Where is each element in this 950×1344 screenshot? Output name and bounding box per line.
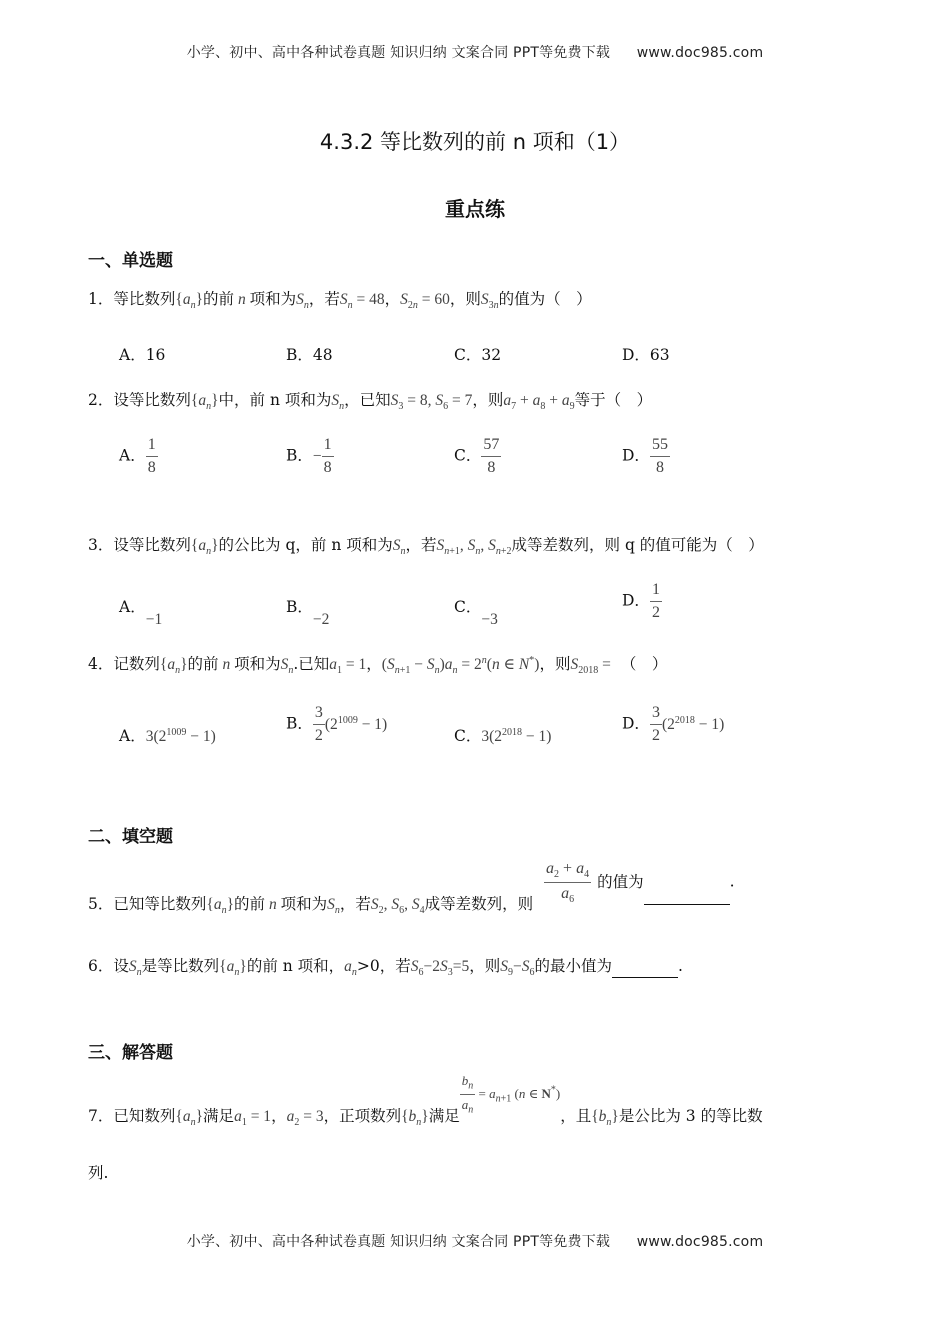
fraction-denominator: 2 (314, 727, 323, 744)
q3-option-c-value: −3 (481, 611, 498, 628)
q7-text: ， (271, 1107, 287, 1126)
q6-formula-condition: $S_6-2S_3=5$ (410, 958, 470, 979)
q3-option-a-value: −1 (145, 611, 163, 628)
q3-option-b-value: −2 (312, 611, 330, 628)
q6-number: 6． (88, 957, 114, 975)
page-footer (0, 1231, 950, 1251)
q7-text: 满足 (428, 1107, 460, 1126)
q6-formula-an-italic: $a_n$ (344, 958, 357, 979)
q6-text: 的前 n 项和， (246, 957, 345, 975)
q6-formula-diff: $S_9-S_6$ (500, 958, 535, 979)
q3-text: 成等差数列，则 q 的值可能为（ ） (511, 536, 764, 554)
q4-option-d-fraction (650, 704, 662, 745)
q1-text: ，若 (308, 290, 340, 308)
q3-formula-an: $\{a_n\}$ (190, 537, 219, 558)
q2-text: 等于（ ） (574, 391, 653, 409)
fraction-numerator: 3 (650, 704, 662, 725)
question-3 (88, 533, 764, 557)
q5-formula-an: $\{a_n\}$ (206, 895, 235, 916)
q5-formula-n: n (265, 895, 281, 913)
q4-text: .已知 (293, 655, 330, 673)
q6-answer-blank[interactable] (612, 963, 678, 978)
q7-formula-bn: $\{b_n\}$ (401, 1108, 429, 1129)
q2-text: 中，前 n 项和为 (218, 391, 332, 409)
q7-number: 7． (88, 1107, 114, 1126)
q1-option-c[interactable]: C．32 (454, 346, 502, 364)
q7-text: 已知数列 (113, 1107, 176, 1126)
q4-text: 的前 (187, 655, 219, 673)
fraction-numerator: 57 (481, 436, 501, 457)
q2-option-d-fraction (650, 436, 670, 477)
q5-text: . (729, 872, 735, 891)
q3-text: ，若 (405, 536, 437, 554)
q2-formula-sn: $S_n$ (331, 392, 345, 413)
q4-option-a-label: A． (119, 727, 146, 745)
question-5 (88, 860, 735, 916)
q2-option-d-label: D． (622, 446, 650, 465)
q7-formula-fraction (460, 1073, 476, 1115)
q2-text: 设等比数列 (113, 391, 191, 409)
q6-text: 的最小值为 (534, 957, 613, 975)
q3-option-d-fraction (650, 581, 662, 622)
page-title: 4.3.2 等比数列的前 n 项和（1） (319, 130, 631, 154)
q1-option-d[interactable]: D．63 (622, 346, 670, 364)
q3-number: 3． (88, 536, 114, 554)
q1-text: ， (384, 290, 401, 308)
q1-formula-s3n: $S_{3n}$ (480, 291, 499, 312)
q4-text: ， (366, 655, 382, 673)
q3-option-b[interactable] (286, 595, 330, 628)
q1-text: 项和为 (249, 290, 297, 308)
q5-text: ，若 (339, 894, 371, 913)
q4-formula-sn: $S_n$ (280, 656, 294, 677)
footer-text: 小学、初中、高中各种试卷真题 知识归纳 文案合同 PPT等免费下载 (186, 1234, 611, 1250)
q4-option-b-formula: $(2^{1009} - 1)$ (324, 714, 388, 733)
question-7-continued: 列. (88, 1164, 109, 1182)
q1-text: 的值为（ ） (498, 290, 592, 308)
q4-option-a-formula: $3(2^{1009} - 1)$ (145, 726, 216, 745)
q3-option-c-label: C． (454, 598, 482, 616)
fraction-numerator: $a_2 + a_4$ (544, 860, 591, 883)
section-heading-3: 三、解答题 (88, 1043, 173, 1063)
q7-formula-relation: = $a_{n+1}$ (n ∈ N*) (475, 1084, 561, 1105)
q2-option-a-fraction (146, 436, 158, 477)
q3-option-c[interactable] (454, 595, 498, 628)
q3-text: 设等比数列 (113, 536, 191, 554)
q4-option-b[interactable] (286, 704, 387, 745)
q3-option-a-label: A． (119, 598, 146, 616)
q7-formula-a2: $a_2 = 3$ (286, 1108, 324, 1129)
q2-number: 2． (88, 391, 114, 409)
q2-option-c-fraction (481, 436, 501, 477)
fraction-numerator: 3 (313, 704, 325, 725)
fraction-denominator: 8 (487, 459, 496, 476)
header-site-link[interactable]: www.doc985.com (636, 45, 764, 61)
q1-number: 1． (88, 290, 114, 308)
q6-text: >0，若 (356, 957, 411, 975)
q5-formula-fraction (544, 860, 591, 905)
q6-text: 设 (113, 957, 129, 975)
q6-text: . (678, 957, 683, 975)
q1-text: 等比数列 (113, 290, 176, 308)
q3-option-b-label: B． (286, 598, 313, 616)
q4-option-d-label: D． (622, 714, 650, 733)
fraction-numerator: 55 (650, 436, 670, 457)
q7-text: 是公比为 3 的等比数 (618, 1107, 763, 1126)
fraction-denominator: 8 (655, 459, 664, 476)
fraction-denominator: 8 (147, 459, 156, 476)
q4-formula-relation: $(S_{n+1} - S_n)a_n = 2^n(n$ ∈ N*) (381, 654, 540, 677)
q5-text: 项和为 (280, 894, 328, 913)
q5-text: 已知等比数列 (113, 894, 207, 913)
q7-text: ，且 (560, 1107, 592, 1126)
q4-formula-s2018: $S_{2018}$ = (570, 656, 611, 677)
q1-formula-sn: $S_n$ (296, 291, 309, 312)
q2-option-b-fraction (322, 436, 334, 477)
fraction-denominator: $a_6$ (561, 885, 575, 906)
q2-option-d[interactable] (622, 436, 670, 477)
q2-text: ，则 (472, 391, 504, 409)
question-4 (88, 652, 667, 676)
question-7 (88, 1073, 763, 1129)
q7-text: 满足 (203, 1107, 235, 1126)
q3-formula-sn: $S_n$ (392, 537, 406, 558)
q3-option-d[interactable] (622, 581, 662, 622)
q4-text: 记数列 (113, 655, 160, 673)
q1-text: ，则 (449, 290, 481, 308)
q3-option-d-label: D． (622, 591, 650, 610)
q2-text: ，已知 (344, 391, 391, 409)
page-header (0, 42, 950, 62)
q1-formula-n: n (234, 291, 250, 308)
q1-option-a[interactable]: A．16 (119, 346, 166, 364)
q2-formula-an: $\{a_n\}$ (190, 392, 219, 413)
q5-text: 成等差数列，则 (424, 894, 534, 913)
q4-option-d[interactable] (622, 704, 724, 745)
q7-text: ，正项数列 (323, 1107, 402, 1126)
q3-formula-seq: $S_{n+1}$, $S_n$, $S_{n+2}$ (436, 537, 512, 558)
q5-number: 5． (88, 894, 114, 913)
question-6 (88, 954, 683, 978)
q2-option-b[interactable] (286, 436, 334, 477)
q5-text: 的前 (234, 894, 266, 913)
fraction-denominator: 8 (323, 459, 332, 476)
q2-option-a[interactable] (119, 436, 158, 477)
q1-text: 的前 (203, 290, 235, 308)
q3-text: 的公比为 q，前 n 项和为 (218, 536, 393, 554)
q2-option-c-label: C． (454, 446, 482, 465)
q4-option-c-formula: $3(2^{2018} - 1)$ (481, 726, 552, 745)
q7-formula-bn2: $\{b_n\}$ (591, 1108, 619, 1129)
q4-option-c[interactable] (454, 724, 551, 746)
q4-formula-a1: $a_1 = 1$ (329, 656, 367, 677)
q4-number: 4． (88, 655, 114, 673)
q1-formula-an: $\{a_n\}$ (175, 291, 204, 312)
q2-option-a-label: A． (119, 446, 146, 465)
q4-text: 项和为 (234, 655, 281, 673)
fraction-denominator: 2 (651, 604, 660, 621)
fraction-numerator: 1 (650, 581, 662, 602)
fraction-numerator: $b_n$ (460, 1073, 476, 1095)
q6-text: 是等比数列 (141, 957, 220, 975)
q6-text: ，则 (469, 957, 501, 975)
q4-formula-n: n (218, 656, 235, 673)
q4-text: ，则 (539, 655, 571, 673)
q2-option-c[interactable] (454, 436, 501, 477)
q4-formula-an: $\{a_n\}$ (159, 656, 188, 677)
fraction-numerator: 1 (322, 436, 334, 457)
q3-option-a[interactable] (119, 595, 163, 628)
minus-sign: − (312, 447, 322, 465)
q5-answer-blank[interactable] (644, 890, 730, 905)
q1-formula-eq2: $S_{2n} = 60$ (400, 291, 450, 312)
header-text: 小学、初中、高中各种试卷真题 知识归纳 文案合同 PPT等免费下载 (186, 45, 611, 61)
q2-formula-sum: $a_7 + a_8 + a_9$ (503, 392, 575, 413)
q5-text: 的值为 (597, 872, 644, 891)
q4-option-c-label: C． (454, 727, 482, 745)
fraction-denominator: 2 (651, 727, 660, 744)
q7-formula-a1: $a_1 = 1$ (234, 1108, 272, 1129)
question-2 (88, 388, 652, 412)
q4-option-b-label: B． (286, 714, 313, 733)
q6-formula-an: $\{a_n\}$ (219, 958, 247, 979)
q4-option-b-fraction (313, 704, 325, 745)
question-1 (88, 287, 592, 311)
q6-formula-sn: $S_n$ (128, 958, 142, 979)
q5-formula-sn: $S_n$ (327, 895, 340, 916)
fraction-numerator: 1 (146, 436, 158, 457)
q1-option-b[interactable]: B．48 (286, 346, 333, 364)
footer-site-link[interactable]: www.doc985.com (636, 1234, 764, 1250)
fraction-denominator: $a_n$ (461, 1096, 474, 1116)
q7-formula-an: $\{a_n\}$ (175, 1108, 204, 1129)
q1-formula-eq1: $S_n = 48$ (339, 291, 385, 312)
q4-option-a[interactable] (119, 724, 216, 746)
q4-text: （ ） (620, 655, 668, 673)
q5-formula-seq: $S_2$, $S_6$, $S_4$ (370, 895, 425, 916)
section-heading-1: 一、单选题 (88, 251, 173, 271)
q2-option-b-label: B． (286, 446, 313, 465)
section-heading-2: 二、填空题 (88, 827, 173, 847)
page-subtitle: 重点练 (445, 197, 505, 221)
q2-formula-given: $S_3 = 8$, $S_6 = 7$ (390, 392, 473, 413)
q4-option-d-formula: $(2^{2018} - 1)$ (661, 714, 725, 733)
